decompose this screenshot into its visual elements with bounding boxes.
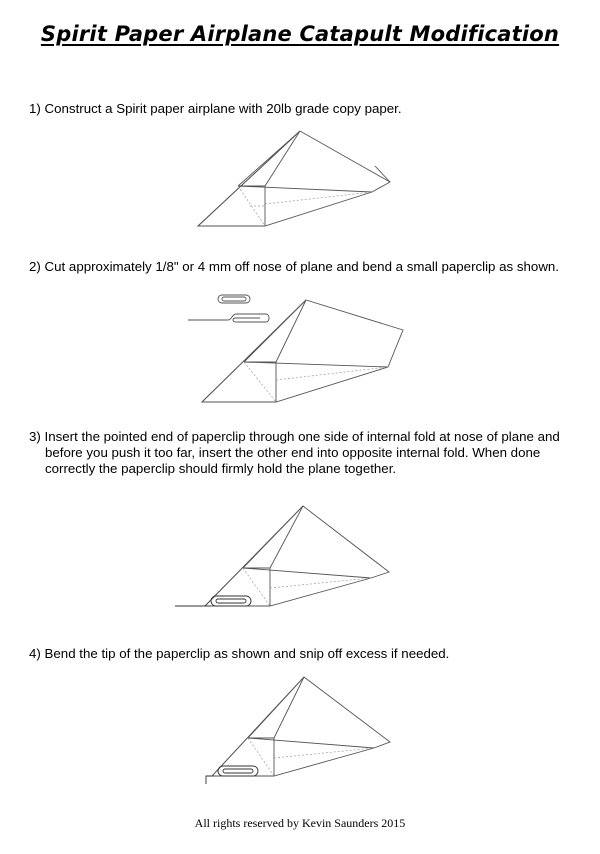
- figure-3-paperclip-inserted: [175, 502, 400, 610]
- paperclip-icon: [206, 766, 258, 784]
- figure-2-paperclip-and-airplane: [188, 292, 413, 404]
- step-3-text: 3) Insert the pointed end of paperclip through one side of internal fold at nose of plane and before you push it too far, insert the other end into opposite internal fold. When done correctly the paperclip should firmly hold the plane together.: [29, 429, 560, 476]
- figure-4-bent-paperclip: [200, 672, 400, 790]
- page-title: Spirit Paper Airplane Catapult Modification: [40, 22, 560, 46]
- step-4-text: 4) Bend the tip of the paperclip as shown and snip off excess if needed.: [29, 646, 450, 661]
- step-3: [29, 429, 569, 477]
- airplane-diagram-2: [188, 292, 413, 404]
- paperclip-icon: [175, 596, 251, 606]
- airplane-diagram-3: [175, 502, 400, 610]
- figure-1-airplane: [190, 126, 410, 230]
- paperclip-icon: [188, 295, 269, 322]
- step-1-text: 1) Construct a Spirit paper airplane with 20lb grade copy paper.: [29, 101, 402, 116]
- step-4: [29, 646, 569, 662]
- copyright-footer: All rights reserved by Kevin Saunders 2015: [194, 816, 406, 830]
- airplane-diagram-1: [190, 126, 410, 230]
- step-1: [29, 101, 569, 117]
- step-2-text: 2) Cut approximately 1/8" or 4 mm off nose of plane and bend a small paperclip as shown.: [29, 259, 560, 274]
- airplane-diagram-4: [200, 672, 400, 790]
- step-2: [29, 259, 569, 275]
